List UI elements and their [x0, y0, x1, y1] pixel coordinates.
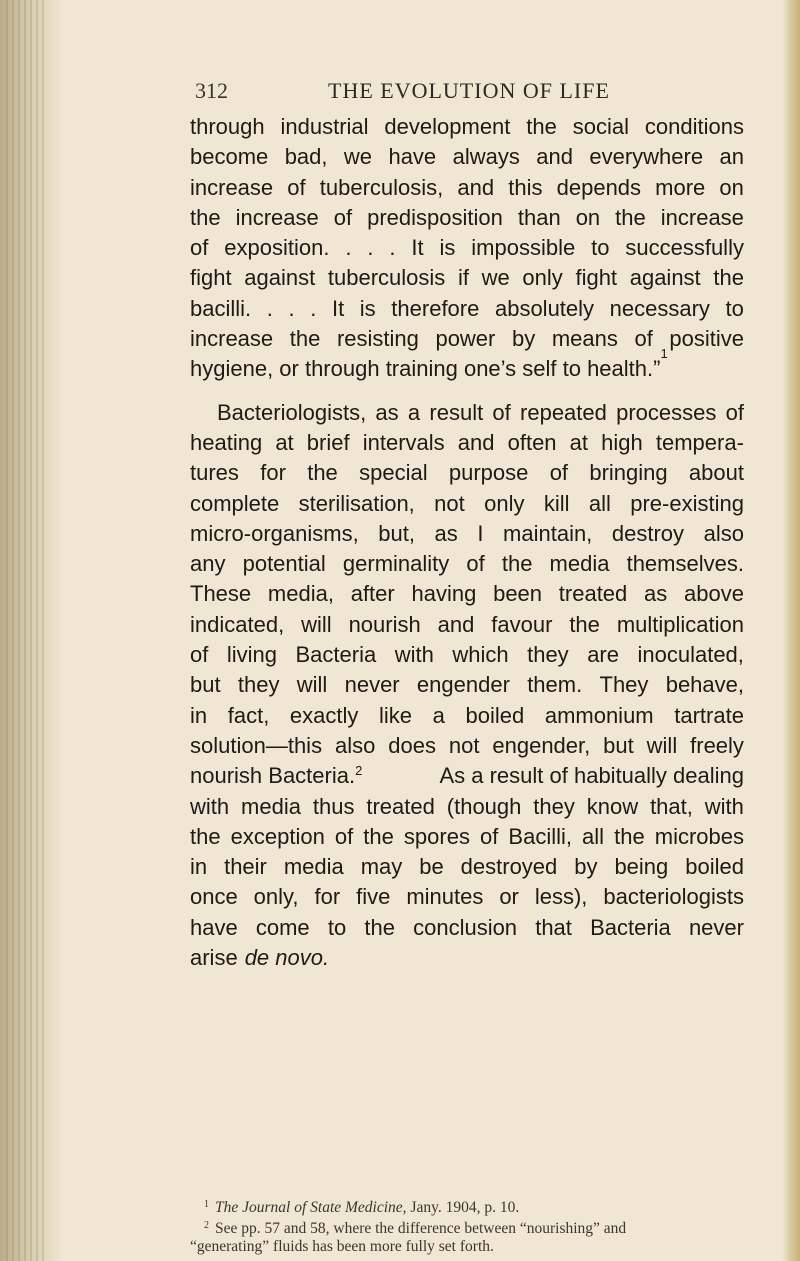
body-text	[190, 112, 744, 973]
text-line: Bacteriologists, as a result of repeated processes of	[217, 399, 744, 425]
text-line: in their media may be destroyed by being boiled	[190, 854, 744, 880]
paragraph-gap	[190, 385, 744, 398]
text-line: with media thus treated (though they know that, with	[190, 793, 744, 819]
footnote-mark: 2	[204, 1220, 209, 1231]
text-segment-rest: As a result of habitually dealing	[439, 763, 744, 789]
text-line: of exposition. . . . It is impossible to successfully	[190, 235, 744, 261]
text-line: any potential germinality of the media themselves.	[190, 551, 744, 577]
footnote-ref-2: 2	[355, 763, 363, 779]
text-line: the exception of the spores of Bacilli, all the microbes	[190, 823, 744, 849]
text-segment	[190, 761, 362, 791]
running-head: THE EVOLUTION OF LIFE	[328, 78, 610, 103]
paragraph-quotation	[190, 112, 744, 385]
journal-title: The Journal of State Medicine,	[215, 1199, 407, 1216]
footnote-ref-1: 1	[660, 346, 668, 362]
text-line: These media, after having been treated as above	[190, 581, 744, 607]
text-line: but they will never engender them. They behave,	[190, 672, 744, 698]
text-segment: arise	[190, 945, 238, 971]
text-line: complete sterilisation, not only kill all pre-existing	[190, 490, 744, 516]
text-line: the increase of predisposition than on the increase	[190, 204, 744, 230]
text-line: once only, for five minutes or less), bacteriologists	[190, 884, 744, 910]
text-line: become bad, we have always and everywhere an	[190, 144, 744, 170]
text-line: bacilli. . . . It is therefore absolutely necessary to	[190, 295, 744, 321]
footnote-text: Jany. 1904, p. 10.	[410, 1199, 520, 1216]
text-line	[190, 346, 744, 384]
text-segment-start: nourish Bacteria.	[190, 763, 356, 789]
text-line: micro-organisms, but, as I maintain, destroy also	[190, 520, 744, 546]
footnote-2-continued: “generating” fluids has been more fully set forth.	[190, 1238, 494, 1255]
text-line: solution—this also does not engender, but will freely	[190, 732, 744, 758]
book-gutter-edge	[0, 0, 62, 1261]
footnote-mark: 1	[204, 1199, 209, 1210]
text-line: heating at brief intervals and often at high tempera-	[190, 429, 744, 455]
book-page	[190, 0, 750, 1261]
footnotes	[190, 1194, 744, 1257]
text-line	[190, 943, 744, 973]
text-line: fight against tuberculosis if we only fight against the	[190, 265, 744, 291]
text-line: in fact, exactly like a boiled ammonium tartrate	[190, 702, 744, 728]
footnote-2	[190, 1215, 744, 1236]
text-line: have come to the conclusion that Bacteria never	[190, 914, 744, 940]
text-line: through industrial development the social conditions	[190, 114, 744, 139]
text-line: of living Bacteria with which they are inoculated,	[190, 642, 744, 668]
paragraph-bacteriologists	[190, 398, 744, 974]
text-line: indicated, will nourish and favour the multiplication	[190, 611, 744, 637]
page-number: 312	[195, 78, 228, 103]
text-segment: hygiene, or through training one’s self to health.”	[190, 356, 661, 382]
text-line: increase the resisting power by means of positive	[190, 326, 744, 352]
text-line: increase of tuberculosis, and this depends more on	[190, 174, 744, 200]
footnote-1	[190, 1194, 744, 1215]
text-line: tures for the special purpose of bringing about	[190, 460, 744, 486]
text-line	[190, 761, 744, 791]
italic-phrase: de novo.	[244, 945, 330, 971]
footnote-text: See pp. 57 and 58, where the difference between “nourishing” and	[215, 1220, 627, 1237]
page-fore-edge	[782, 0, 800, 1261]
page-header	[190, 78, 750, 112]
